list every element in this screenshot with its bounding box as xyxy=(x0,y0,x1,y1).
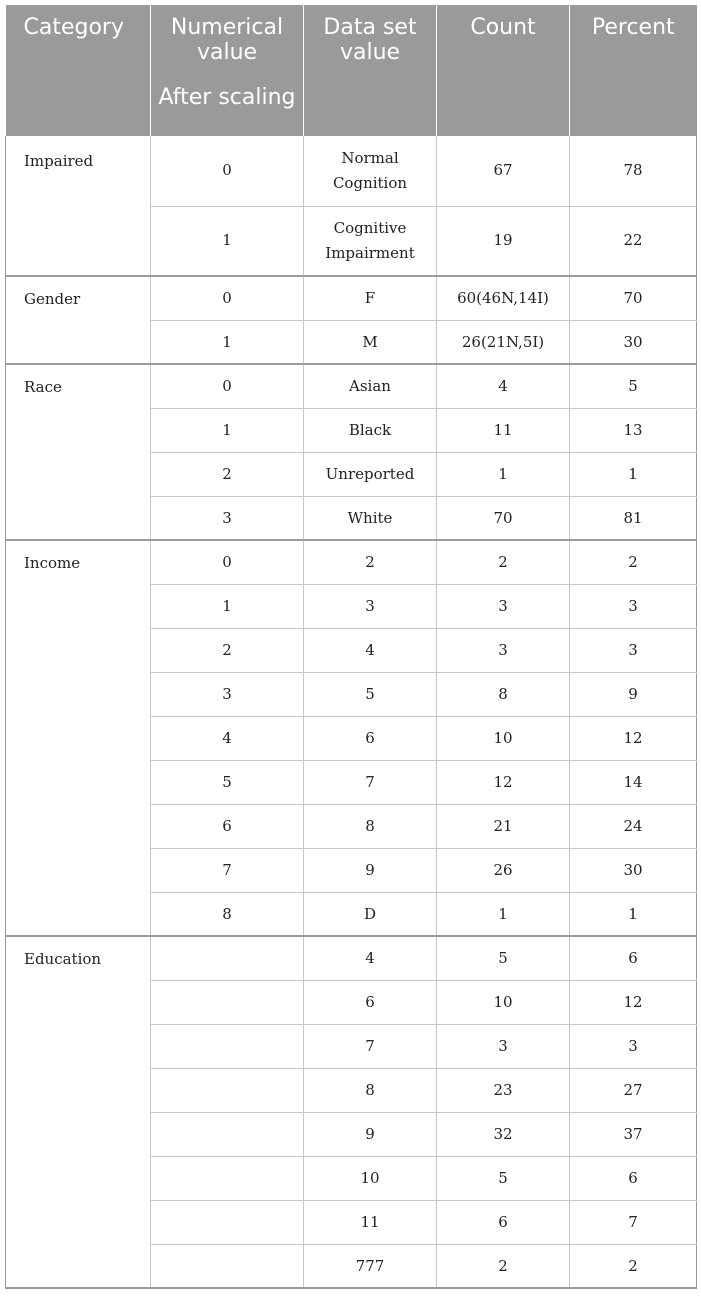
data-set-value-cell: 4 xyxy=(304,628,437,672)
percent-cell: 12 xyxy=(570,980,697,1024)
percent-cell: 13 xyxy=(570,408,697,452)
percent-cell: 6 xyxy=(570,1156,697,1200)
header-count: Count xyxy=(437,5,570,136)
numerical-value-cell xyxy=(151,1244,304,1288)
numerical-value-cell: 0 xyxy=(151,276,304,320)
numerical-value-cell: 7 xyxy=(151,848,304,892)
category-cell: Education xyxy=(6,936,151,1288)
count-cell: 70 xyxy=(437,496,570,540)
data-set-value-cell: 11 xyxy=(304,1200,437,1244)
count-cell: 8 xyxy=(437,672,570,716)
header-numerical-value xyxy=(151,5,304,136)
numerical-value-cell: 6 xyxy=(151,804,304,848)
percent-cell: 14 xyxy=(570,760,697,804)
numerical-value-cell xyxy=(151,1200,304,1244)
percent-cell: 3 xyxy=(570,628,697,672)
count-cell: 32 xyxy=(437,1112,570,1156)
data-set-value-cell: 7 xyxy=(304,760,437,804)
table-row xyxy=(6,276,697,320)
percent-cell: 70 xyxy=(570,276,697,320)
percent-cell: 27 xyxy=(570,1068,697,1112)
header-after-scaling-label: After scaling xyxy=(158,85,296,110)
count-cell: 5 xyxy=(437,1156,570,1200)
data-set-value-cell: 9 xyxy=(304,1112,437,1156)
count-cell: 10 xyxy=(437,716,570,760)
percent-cell: 22 xyxy=(570,206,697,276)
table-row xyxy=(6,136,697,206)
demographics-table xyxy=(5,5,697,1289)
numerical-value-cell: 2 xyxy=(151,628,304,672)
count-cell: 10 xyxy=(437,980,570,1024)
percent-cell: 12 xyxy=(570,716,697,760)
numerical-value-cell: 0 xyxy=(151,540,304,584)
table-body xyxy=(6,136,697,1288)
percent-cell: 5 xyxy=(570,364,697,408)
header-data-set-value: Data set value xyxy=(304,5,437,136)
count-cell: 26 xyxy=(437,848,570,892)
numerical-value-cell: 1 xyxy=(151,408,304,452)
count-cell: 3 xyxy=(437,1024,570,1068)
numerical-value-cell: 4 xyxy=(151,716,304,760)
numerical-value-cell: 0 xyxy=(151,364,304,408)
percent-cell: 78 xyxy=(570,136,697,206)
data-set-value-cell: 777 xyxy=(304,1244,437,1288)
data-set-value-cell: 7 xyxy=(304,1024,437,1068)
category-cell: Race xyxy=(6,364,151,540)
numerical-value-cell xyxy=(151,1068,304,1112)
data-set-value-cell: D xyxy=(304,892,437,936)
data-set-value-cell: 8 xyxy=(304,804,437,848)
count-cell: 26(21N,5I) xyxy=(437,320,570,364)
data-set-value-cell: 3 xyxy=(304,584,437,628)
data-set-value-cell: White xyxy=(304,496,437,540)
count-cell: 5 xyxy=(437,936,570,980)
percent-cell: 30 xyxy=(570,320,697,364)
data-set-value-cell: Asian xyxy=(304,364,437,408)
table-header xyxy=(6,5,697,136)
numerical-value-cell xyxy=(151,1112,304,1156)
count-cell: 4 xyxy=(437,364,570,408)
header-numerical-value-label: Numerical value xyxy=(170,15,284,65)
percent-cell: 2 xyxy=(570,1244,697,1288)
numerical-value-cell xyxy=(151,936,304,980)
numerical-value-cell: 3 xyxy=(151,672,304,716)
percent-cell: 30 xyxy=(570,848,697,892)
percent-cell: 1 xyxy=(570,892,697,936)
numerical-value-cell: 3 xyxy=(151,496,304,540)
percent-cell: 37 xyxy=(570,1112,697,1156)
header-category: Category xyxy=(6,5,151,136)
percent-cell: 3 xyxy=(570,584,697,628)
numerical-value-cell: 5 xyxy=(151,760,304,804)
table-row xyxy=(6,364,697,408)
percent-cell: 2 xyxy=(570,540,697,584)
percent-cell: 1 xyxy=(570,452,697,496)
category-cell: Gender xyxy=(6,276,151,364)
table-row xyxy=(6,540,697,584)
percent-cell: 81 xyxy=(570,496,697,540)
data-set-value-cell: 9 xyxy=(304,848,437,892)
data-set-value-cell: Cognitive Impairment xyxy=(304,206,437,276)
data-set-value-cell: 4 xyxy=(304,936,437,980)
data-set-value-cell: Normal Cognition xyxy=(304,136,437,206)
data-set-value-cell: F xyxy=(304,276,437,320)
count-cell: 12 xyxy=(437,760,570,804)
percent-cell: 3 xyxy=(570,1024,697,1068)
category-cell: Impaired xyxy=(6,136,151,276)
data-set-value-cell: 10 xyxy=(304,1156,437,1200)
data-set-value-cell: 8 xyxy=(304,1068,437,1112)
table-row xyxy=(6,936,697,980)
numerical-value-cell xyxy=(151,1024,304,1068)
count-cell: 60(46N,14I) xyxy=(437,276,570,320)
category-cell: Income xyxy=(6,540,151,936)
data-set-value-cell: 6 xyxy=(304,980,437,1024)
count-cell: 2 xyxy=(437,540,570,584)
count-cell: 6 xyxy=(437,1200,570,1244)
count-cell: 1 xyxy=(437,452,570,496)
data-set-value-cell: 6 xyxy=(304,716,437,760)
count-cell: 19 xyxy=(437,206,570,276)
data-set-value-cell: Black xyxy=(304,408,437,452)
count-cell: 67 xyxy=(437,136,570,206)
numerical-value-cell: 1 xyxy=(151,584,304,628)
count-cell: 1 xyxy=(437,892,570,936)
count-cell: 3 xyxy=(437,584,570,628)
count-cell: 21 xyxy=(437,804,570,848)
numerical-value-cell: 8 xyxy=(151,892,304,936)
percent-cell: 9 xyxy=(570,672,697,716)
percent-cell: 24 xyxy=(570,804,697,848)
numerical-value-cell: 0 xyxy=(151,136,304,206)
data-set-value-cell: M xyxy=(304,320,437,364)
data-set-value-cell: Unreported xyxy=(304,452,437,496)
percent-cell: 7 xyxy=(570,1200,697,1244)
numerical-value-cell: 2 xyxy=(151,452,304,496)
percent-cell: 6 xyxy=(570,936,697,980)
count-cell: 2 xyxy=(437,1244,570,1288)
numerical-value-cell xyxy=(151,1156,304,1200)
count-cell: 3 xyxy=(437,628,570,672)
numerical-value-cell: 1 xyxy=(151,320,304,364)
data-set-value-cell: 2 xyxy=(304,540,437,584)
data-set-value-cell: 5 xyxy=(304,672,437,716)
numerical-value-cell xyxy=(151,980,304,1024)
count-cell: 23 xyxy=(437,1068,570,1112)
count-cell: 11 xyxy=(437,408,570,452)
numerical-value-cell: 1 xyxy=(151,206,304,276)
header-percent: Percent xyxy=(570,5,697,136)
